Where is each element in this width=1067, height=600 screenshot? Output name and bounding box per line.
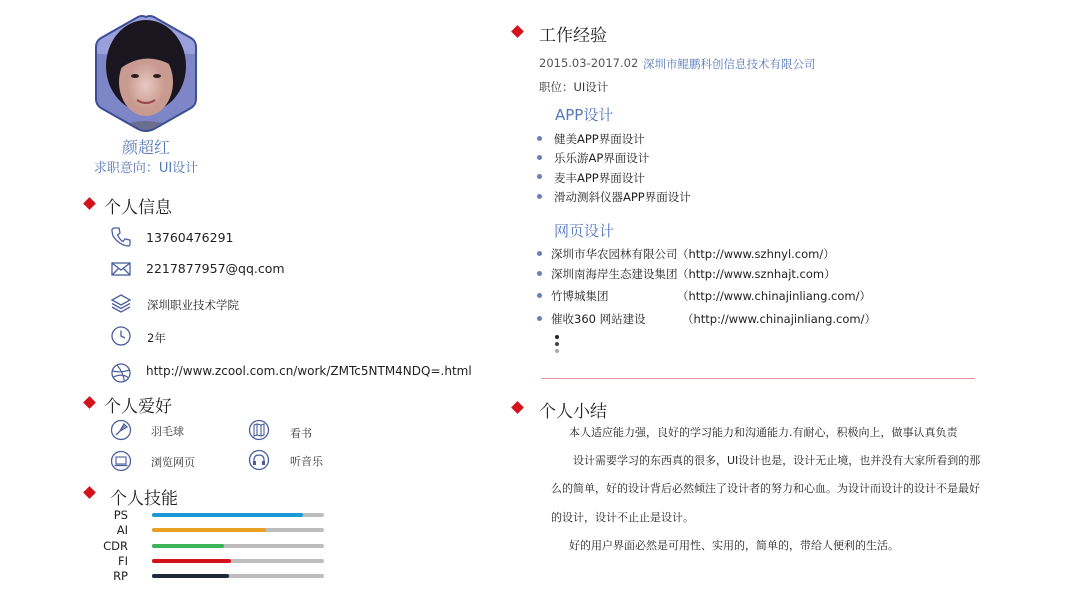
- section-marker: [511, 25, 524, 38]
- summary-line: 本人适应能力强，良好的学习能力和沟通能力.有耐心，积极向上，做事认真负责: [569, 426, 958, 439]
- school-name: 深圳职业技术学院: [147, 298, 239, 312]
- phone-icon: [110, 226, 132, 248]
- clock-icon: [110, 325, 132, 347]
- skill-bar: [152, 574, 324, 578]
- skill-label: RP: [113, 569, 128, 583]
- section-divider: [541, 378, 975, 379]
- skill-label: FI: [117, 554, 128, 568]
- bullet: [537, 174, 542, 179]
- hobby-label: 听音乐: [290, 455, 323, 468]
- section-title-summary: 个人小结: [539, 402, 607, 422]
- bullet: [537, 194, 542, 199]
- web-item-url[interactable]: （http://www.chinajinliang.com/）: [677, 289, 871, 303]
- app-item: 滑动测斜仪器APP界面设计: [554, 190, 691, 204]
- mail-icon: [110, 258, 132, 280]
- section-marker: [83, 396, 96, 409]
- web-item-url[interactable]: （http://www.szhnyl.com/）: [677, 247, 835, 261]
- web-item-name: 深圳市华农园林有限公司: [551, 247, 678, 261]
- section-marker: [83, 486, 96, 499]
- skill-bar: [152, 559, 324, 563]
- hobby-label: 浏览网页: [151, 456, 195, 469]
- profile-name: 颜超红: [121, 138, 170, 157]
- bullet: [537, 251, 542, 256]
- bullet: [537, 136, 542, 141]
- skill-bar: [152, 513, 324, 517]
- avatar: [93, 14, 199, 132]
- skill-label: PS: [113, 508, 128, 522]
- layers-icon: [110, 292, 132, 314]
- summary-line: 么的简单，好的设计背后必然倾注了设计者的努力和心血。为设计而设计的设计不是最好: [551, 482, 980, 495]
- web-item-url[interactable]: （http://www.sznhajt.com）: [677, 267, 836, 281]
- app-item: 健美APP界面设计: [554, 132, 645, 146]
- skill-label: AI: [116, 523, 128, 537]
- work-period: 2015.03-2017.02: [539, 56, 639, 70]
- email-address: 2217877957@qq.com: [146, 261, 285, 276]
- section-marker: [511, 401, 524, 414]
- portfolio-link[interactable]: http://www.zcool.com.cn/work/ZMTc5NTM4NDQ=.html: [146, 364, 472, 378]
- app-design-title: APP设计: [555, 106, 614, 124]
- web-item-name: 竹博城集团: [551, 289, 609, 303]
- bullet: [537, 271, 542, 276]
- section-title-skills: 个人技能: [110, 489, 178, 509]
- hobby-label: 羽毛球: [151, 425, 184, 438]
- bullet: [537, 155, 542, 160]
- web-item-url[interactable]: （http://www.chinajinliang.com/）: [682, 312, 876, 326]
- section-title-experience: 工作经验: [539, 26, 607, 46]
- skill-fill: [152, 513, 303, 517]
- summary-line: 的设计，设计不止止是设计。: [551, 511, 694, 524]
- laptop-icon: [110, 450, 132, 472]
- phone-number: 13760476291: [146, 230, 234, 245]
- section-title-info: 个人信息: [104, 198, 172, 218]
- book-icon: [248, 419, 270, 441]
- job-position: 职位：UI设计: [539, 80, 609, 94]
- skill-bar: [152, 544, 324, 548]
- dribbble-icon: [110, 362, 132, 384]
- section-title-hobbies: 个人爱好: [104, 397, 172, 417]
- app-item: 乐乐游AP界面设计: [554, 151, 650, 165]
- avatar-hexagon: [93, 14, 199, 132]
- skill-fill: [152, 559, 231, 563]
- headphones-icon: [248, 449, 270, 471]
- bullet: [537, 316, 542, 321]
- skill-fill: [152, 528, 266, 532]
- skill-fill: [152, 544, 224, 548]
- work-years: 2年: [147, 331, 166, 345]
- web-design-title: 网页设计: [554, 222, 615, 240]
- job-intent: 求职意向：UI设计: [93, 161, 199, 176]
- hobby-label: 看书: [290, 427, 312, 440]
- web-item-name: 催收360 网站建设: [551, 312, 646, 326]
- skill-fill: [152, 574, 229, 578]
- summary-line: 好的用户界面必然是可用性、实用的，简单的，带给人便利的生活。: [569, 539, 899, 552]
- more-dots: [555, 335, 559, 355]
- app-item: 麦丰APP界面设计: [554, 171, 645, 185]
- bullet: [537, 293, 542, 298]
- company-name: 深圳市鲲鹏科创信息技术有限公司: [643, 57, 816, 71]
- skill-bar: [152, 528, 324, 532]
- skill-label: CDR: [103, 539, 128, 553]
- web-item-name: 深圳南海岸生态建设集团: [551, 267, 678, 281]
- summary-line: 设计需要学习的东西真的很多，UI设计也是，设计无止境，也并没有大家所看到的那: [573, 454, 981, 467]
- badminton-icon: [110, 419, 132, 441]
- section-marker: [83, 197, 96, 210]
